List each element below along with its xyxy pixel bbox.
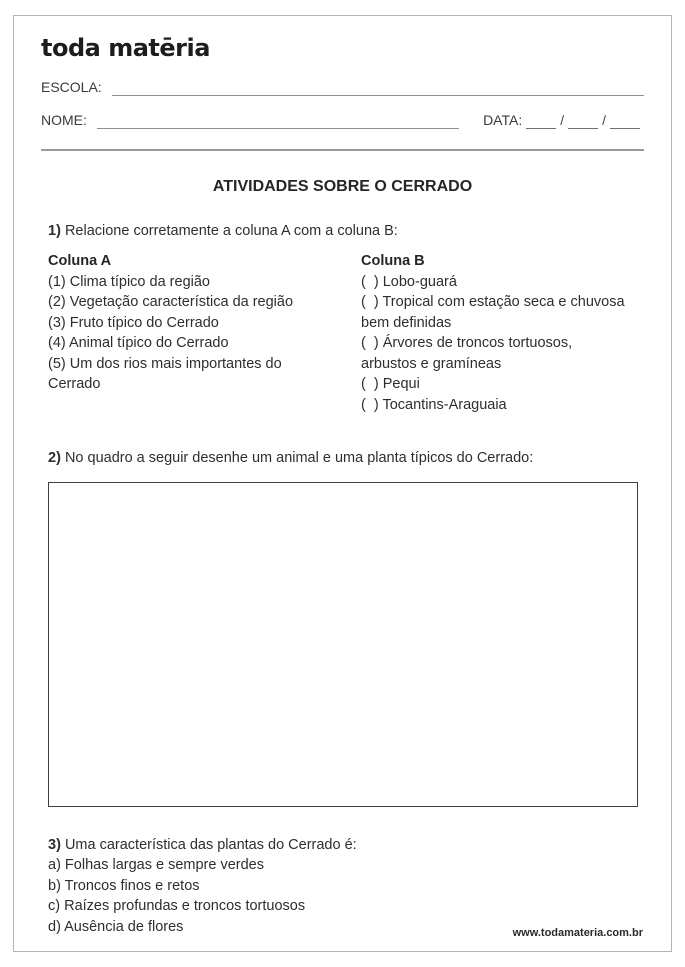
question-1-number: 1) (48, 222, 61, 239)
column-a-item: (2) Vegetação característica da região (48, 294, 294, 310)
column-a (48, 251, 361, 415)
header-divider (41, 149, 644, 151)
date-month-field[interactable] (568, 114, 598, 129)
column-b-item-answer-blank[interactable]: ( ) Lobo-guará (361, 273, 457, 290)
worksheet-page (13, 15, 672, 952)
brand-logo: toda matēria (41, 34, 210, 62)
question-3-option-b: b) Troncos finos e retos (48, 877, 200, 894)
question-2-prompt (48, 448, 637, 469)
date-slash: / (602, 112, 606, 128)
question-3-text: Uma característica das plantas do Cerrado é: (64, 836, 357, 853)
column-a-item: (3) Fruto típico do Cerrado (48, 314, 219, 331)
column-b (361, 251, 637, 415)
question-1-prompt (48, 221, 637, 242)
escola-blank-field[interactable] (112, 80, 644, 96)
question-3-number: 3) (48, 836, 61, 853)
column-b-item-answer-blank[interactable]: ( ) Tropical com estação seca e chuvosa bem definidas (361, 294, 629, 331)
date-year-field[interactable] (610, 114, 640, 129)
column-a-item: (4) Animal típico do Cerrado (48, 335, 229, 351)
data-label: DATA: (483, 112, 523, 128)
column-b-item-answer-blank[interactable]: ( ) Árvores de troncos tortuosos, arbustos e gramíneas (361, 335, 577, 372)
column-b-header: Coluna B (361, 253, 425, 269)
question-3-option-c: c) Raízes profundas e troncos tortuosos (48, 898, 306, 914)
question-3-prompt (48, 835, 637, 856)
question-2-text: No quadro a seguir desenhe um animal e uma planta típicos do Cerrado: (64, 450, 534, 466)
date-group (483, 112, 644, 129)
column-a-header: Coluna A (48, 253, 112, 269)
column-a-item: (1) Clima típico da região (48, 273, 210, 290)
date-day-field[interactable] (526, 114, 556, 129)
column-b-item-answer-blank[interactable]: ( ) Pequi (361, 376, 420, 392)
column-a-item: (5) Um dos rios mais importantes do Cerrado (48, 355, 286, 392)
nome-row (41, 112, 644, 129)
website-url: www.todamateria.com.br (512, 927, 643, 939)
question-1-text: Relacione corretamente a coluna A com a coluna B: (64, 222, 398, 239)
question-2-number: 2) (48, 450, 61, 466)
worksheet-header (14, 16, 671, 151)
escola-row (41, 79, 644, 96)
question-3-option-a: a) Folhas largas e sempre verdes (48, 857, 264, 873)
nome-label: NOME: (41, 112, 87, 128)
drawing-area-box[interactable] (48, 482, 638, 807)
column-b-item-answer-blank[interactable]: ( ) Tocantins-Araguaia (361, 396, 507, 413)
matching-columns (48, 251, 637, 415)
worksheet-content (14, 177, 671, 937)
question-3-option-d: d) Ausência de flores (48, 918, 184, 935)
escola-label: ESCOLA: (41, 79, 102, 95)
page-title: ATIVIDADES SOBRE O CERRADO (212, 178, 473, 195)
date-slash: / (560, 112, 565, 128)
nome-blank-field[interactable] (97, 113, 459, 129)
